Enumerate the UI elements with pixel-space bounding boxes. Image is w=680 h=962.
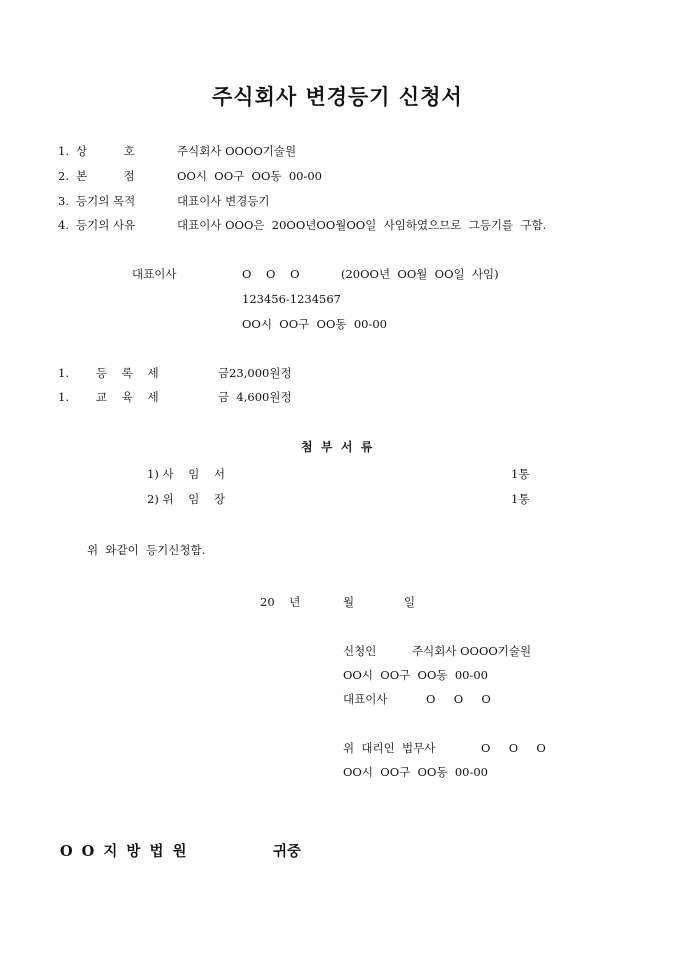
- applicant-rep-label: 대표이사: [343, 692, 388, 706]
- applicant-address: OO시 OO구 OO동 00-00: [343, 668, 488, 682]
- court-name: O O 지 방 법 원: [60, 843, 189, 860]
- fee-label-education-tax: 교 육 세: [96, 390, 159, 404]
- date-year: 20 년: [260, 595, 301, 609]
- agent-name: O O O: [481, 741, 546, 755]
- date-month: 월: [343, 595, 355, 609]
- item-label-trade-name: 상 호: [76, 144, 135, 158]
- date-day: 일: [404, 595, 416, 609]
- item-label-reason: 등기의 사유: [76, 218, 136, 232]
- representative-label: 대표이사: [132, 267, 177, 281]
- attachment-count: 1통: [511, 492, 530, 506]
- application-statement: 위 와같이 등기신청함.: [87, 543, 206, 557]
- agent-label: 위 대리인 법무사: [343, 741, 436, 755]
- fee-value-registration-tax: 금23,000원정: [218, 366, 292, 380]
- agent-address: OO시 OO구 OO동 00-00: [343, 765, 488, 779]
- item-value-purpose: 대표이사 변경등기: [177, 194, 270, 208]
- fee-number: 1.: [58, 366, 69, 380]
- item-value-trade-name: 주식회사 OOOO기술원: [177, 144, 297, 158]
- item-number: 3.: [58, 194, 69, 208]
- representative-address: OO시 OO구 OO동 00-00: [242, 317, 387, 331]
- attachment-count: 1통: [511, 467, 530, 481]
- item-number: 1.: [58, 144, 69, 158]
- item-label-purpose: 등기의 목적: [76, 194, 136, 208]
- item-label-head-office: 본 점: [76, 169, 135, 183]
- attachment-item: 1) 사 임 서: [147, 467, 226, 481]
- representative-name: O O O: [242, 267, 300, 281]
- attachments-title: 첨 부 서 류: [301, 440, 373, 454]
- fee-number: 1.: [58, 390, 69, 404]
- item-number: 4.: [58, 218, 69, 232]
- applicant-company: 주식회사 OOOO기술원: [412, 644, 532, 658]
- applicant-label: 신청인: [343, 644, 377, 658]
- representative-id-number: 123456-1234567: [242, 292, 342, 306]
- court-regards: 귀중: [273, 843, 302, 860]
- document-title: 주식회사 변경등기 신청서: [212, 84, 463, 109]
- item-value-head-office: OO시 OO구 OO동 00-00: [177, 169, 322, 183]
- item-number: 2.: [58, 169, 69, 183]
- attachment-item: 2) 위 임 장: [147, 492, 226, 506]
- applicant-rep-name: O O O: [426, 692, 491, 706]
- fee-label-registration-tax: 등 록 세: [96, 366, 159, 380]
- representative-resignation-note: (20OO년 OO월 OO일 사임): [341, 267, 499, 281]
- item-value-reason: 대표이사 OOO은 20OO년OO월OO일 사임하였으므로 그등기를 구함.: [177, 218, 547, 232]
- fee-value-education-tax: 금 4,600원정: [218, 390, 292, 404]
